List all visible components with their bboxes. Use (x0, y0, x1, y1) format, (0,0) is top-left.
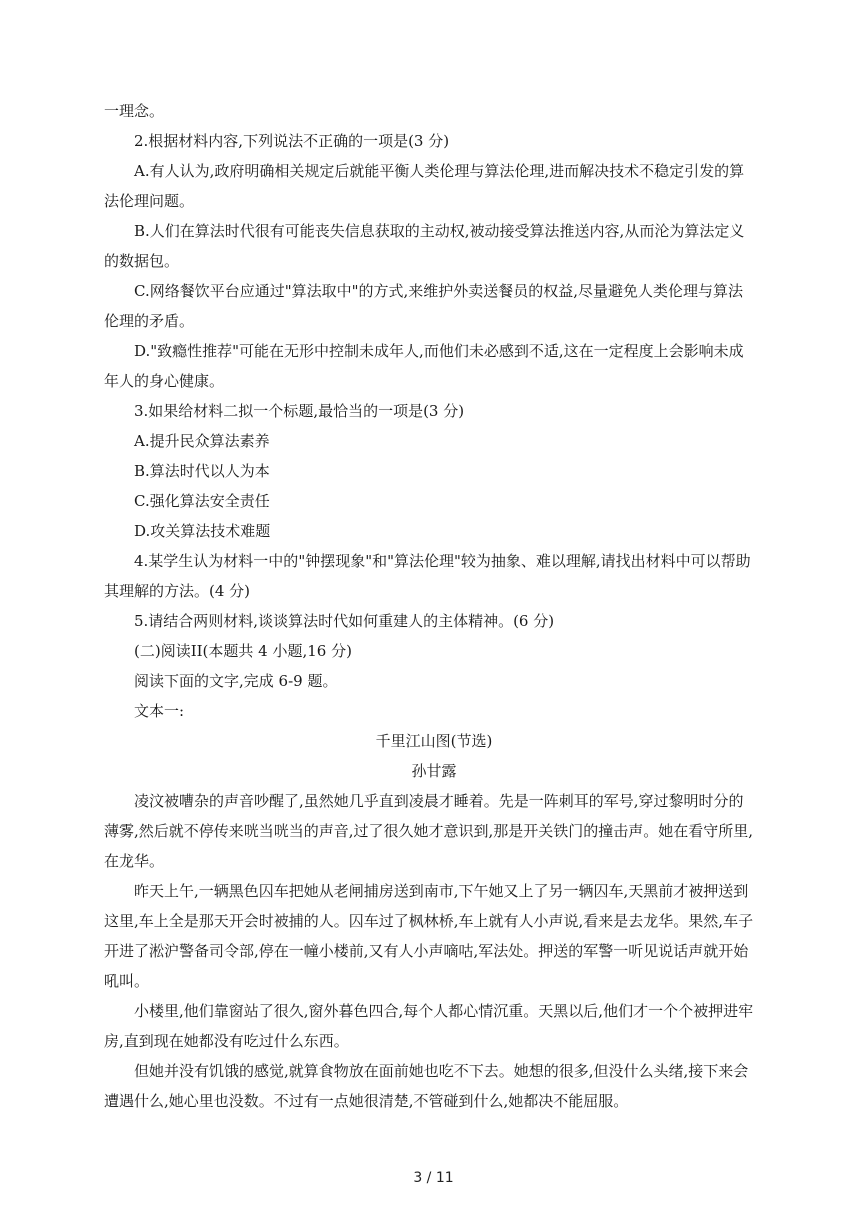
question-line: D."致瘾性推荐"可能在无形中控制未成年人,而他们未必感到不适,这在一定程度上会影响未成 (134, 342, 744, 360)
question-line: A.提升民众算法素养 (134, 432, 270, 450)
question-line: 5.请结合两则材料,谈谈算法时代如何重建人的主体精神。(6 分) (134, 612, 555, 630)
paragraph-line: 小楼里,他们靠窗站了很久,窗外暮色四合,每个人都心情沉重。天黑以后,他们才一个个被押进牢 (134, 1002, 754, 1020)
question-line: 其理解的方法。(4 分) (104, 582, 251, 600)
paragraph-line: 但她并没有饥饿的感觉,就算食物放在面前她也吃不下去。她想的很多,但没什么头绪,接下来会 (134, 1062, 749, 1080)
document-page (104, 96, 764, 1116)
page-number: 3 / 11 (413, 1170, 454, 1186)
question-line: B.人们在算法时代很有可能丧失信息获取的主动权,被动接受算法推送内容,从而沦为算法定义 (134, 222, 745, 240)
question-line: 伦理的矛盾。 (104, 312, 195, 330)
paragraph-line: 开进了淞沪警备司令部,停在一幢小楼前,又有人小声嘀咕,军法处。押送的军警一听见说话声就开始 (104, 942, 749, 960)
paragraph-line: 吼叫。 (104, 972, 150, 990)
paragraph-line: 在龙华。 (104, 852, 165, 870)
question-line: B.算法时代以人为本 (134, 462, 270, 480)
paragraph-line: 凌汶被嘈杂的声音吵醒了,虽然她几乎直到凌晨才睡着。先是一阵刺耳的军号,穿过黎明时分的 (134, 792, 744, 810)
question-line: D.攻关算法技术难题 (134, 522, 271, 540)
question-line: 年人的身心健康。 (104, 372, 225, 390)
article-author: 孙甘露 (411, 762, 457, 780)
question-line: 4.某学生认为材料一中的"钟摆现象"和"算法伦理"较为抽象、难以理解,请找出材料中可以帮助 (134, 552, 751, 570)
question-line: (二)阅读II(本题共 4 小题,16 分) (134, 642, 352, 660)
question-line: 法伦理问题。 (104, 192, 195, 210)
article-body (104, 786, 764, 1116)
questions-section (104, 96, 764, 726)
article-title: 千里江山图(节选) (375, 732, 493, 750)
question-line: 一理念。 (104, 102, 165, 120)
question-line: A.有人认为,政府明确相关规定后就能平衡人类伦理与算法伦理,进而解决技术不稳定引发的算 (134, 162, 745, 180)
question-line: 阅读下面的文字,完成 6-9 题。 (134, 672, 338, 690)
paragraph-line: 这里,车上全是那天开会时被捕的人。囚车过了枫林桥,车上就有人小声说,看来是去龙华。果然,车子 (104, 912, 754, 930)
paragraph-line: 薄雾,然后就不停传来咣当咣当的声音,过了很久她才意识到,那是开关铁门的撞击声。她在看守所里, (104, 822, 754, 840)
question-line: 文本一: (134, 702, 185, 720)
paragraph-line: 房,直到现在她都没有吃过什么东西。 (104, 1032, 349, 1050)
question-line: 2.根据材料内容,下列说法不正确的一项是(3 分) (134, 132, 450, 150)
paragraph-line: 昨天上午,一辆黑色囚车把她从老闸捕房送到南市,下午她又上了另一辆囚车,天黑前才被押送到 (134, 882, 749, 900)
question-line: C.强化算法安全责任 (134, 492, 270, 510)
question-line: 3.如果给材料二拟一个标题,最恰当的一项是(3 分) (134, 402, 465, 420)
question-line: C.网络餐饮平台应通过"算法取中"的方式,来维护外卖送餐员的权益,尽量避免人类伦理与算法 (134, 282, 744, 300)
paragraph-line: 遭遇什么,她心里也没数。不过有一点她很清楚,不管碰到什么,她都决不能屈服。 (104, 1092, 629, 1110)
question-line: 的数据包。 (104, 252, 180, 270)
